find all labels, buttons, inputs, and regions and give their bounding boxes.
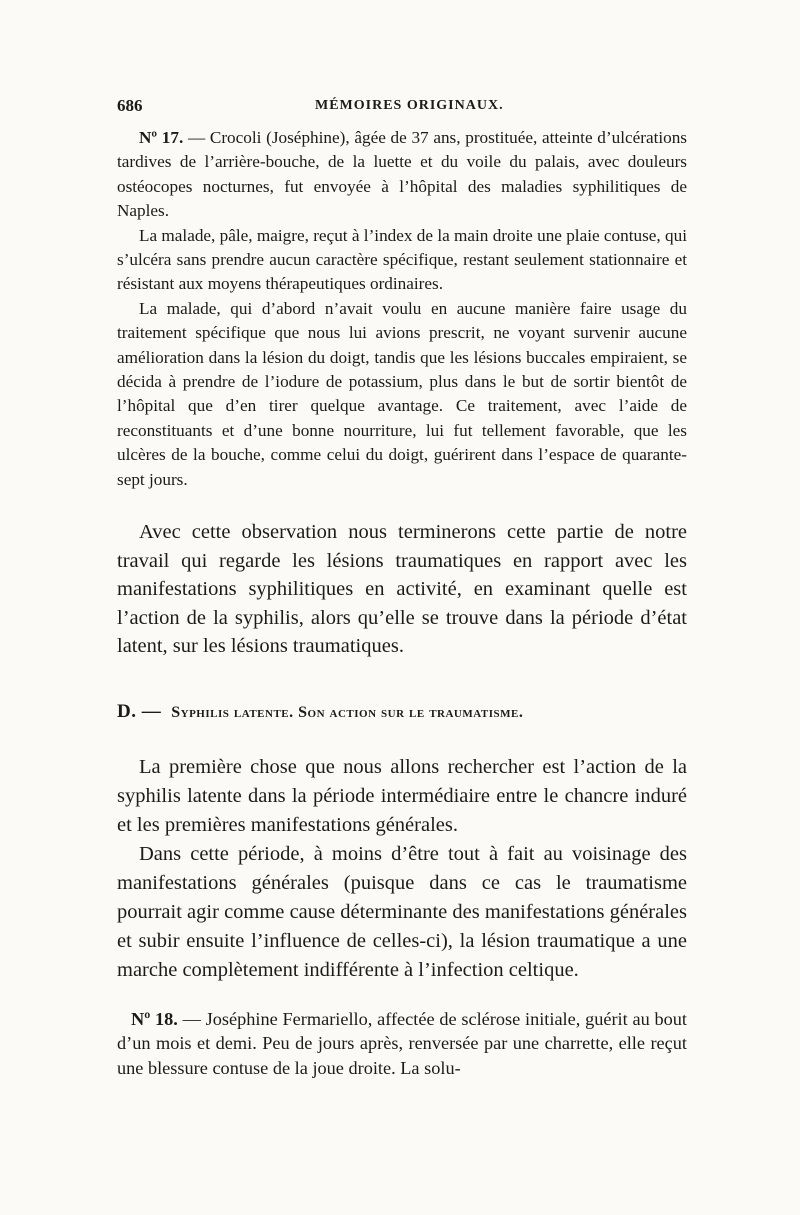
section-paragraph: La première chose que nous allons rechercher est l’action de la syphilis latente dans la période intermédiaire entre le chancre induré et les premières manifestations générales. — [117, 756, 687, 837]
case-17-paragraph-2: La malade, pâle, maigre, reçut à l’index de la main droite une plaie contuse, qui s’ulcéra sans prendre aucun caractère spécifique, restant seulement stationnaire et résistant aux moyens thérapeutiques ordinaires. — [117, 225, 687, 294]
running-title: MÉMOIRES ORIGINAUX. — [315, 98, 504, 113]
page-header — [117, 96, 687, 122]
conclusion-block — [117, 518, 687, 661]
section-heading — [117, 701, 687, 723]
case-18-text: — Joséphine Fermariello, affectée de sclérose initiale, guérit au bout d’un mois et demi. Peu de jours après, renversée par une charrette, elle reçut une blessure contuse de la joue droite. La solu- — [117, 1009, 687, 1078]
section-paragraph: Dans cette période, à moins d’être tout à fait au voisinage des manifestations générales (puisque dans ce cas le traumatisme pourrait agir comme cause déterminante des manifestations générales et subir ensuite l’influence de celles-ci), la lésion traumatique a une marche complètement indifférente à l’infection celtique. — [117, 843, 687, 982]
case-17-label: Nº 17. — [139, 128, 184, 147]
section-title-text: Syphilis latente. Son action sur le traumatisme. — [171, 704, 524, 722]
case-17 — [117, 126, 687, 492]
case-18-paragraph — [117, 1007, 687, 1080]
case-17-paragraph-1 — [117, 126, 687, 224]
case-17-paragraph-3: La malade, qui d’abord n’avait voulu en aucune manière faire usage du traitement spécifique que nous lui avions prescrit, ne voyant survenir aucune amélioration dans la lésion du doigt, tandis que les lésions buccales empiraient, se décida à prendre de l’iodure de potassium, plus dans le but de sortir bientôt de l’hôpital que d’en tirer quelque avantage. Ce traitement, avec l’aide de reconstituants et d’une bonne nourriture, lui fut tellement favorable, que les ulcères de la bouche, comme celui du doigt, guérirent dans l’espace de quarante-sept jours. — [117, 298, 687, 489]
section-letter: D. — — [117, 701, 162, 723]
case-18-label: Nº 18. — [131, 1009, 178, 1030]
document-page — [117, 96, 687, 1080]
case-17-text: — Crocoli (Joséphine), âgée de 37 ans, prostituée, atteinte d’ulcérations tardives de l’arrière-bouche, de la luette et du voile du palais, avec douleurs ostéocopes nocturnes, fut envoyée à l’hôpital des maladies syphilitiques de Naples. — [117, 128, 688, 221]
conclusion-paragraph: Avec cette observation nous terminerons cette partie de notre travail qui regarde les lésions traumatiques en rapport avec les manifestations syphilitiques en activité, en examinant quelle est l’action de la syphilis, alors qu’elle se trouve dans la période d’état latent, sur les lésions traumatiques. — [117, 521, 687, 658]
section-body — [117, 753, 687, 985]
case-18 — [117, 1007, 687, 1080]
page-number: 686 — [117, 96, 143, 115]
